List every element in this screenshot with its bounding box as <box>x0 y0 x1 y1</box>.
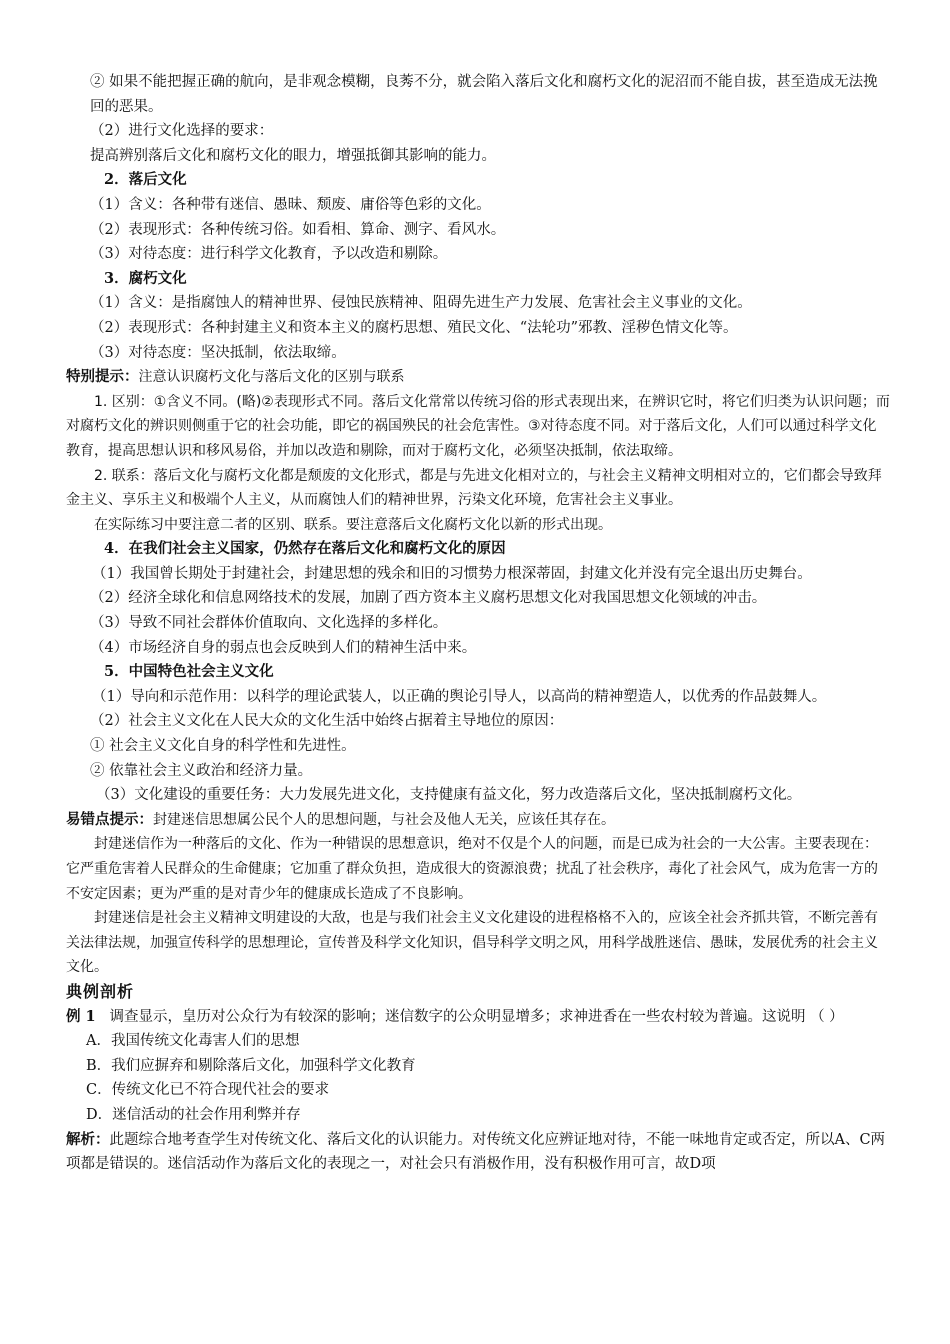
reason-3: （3）导致不同社会群体价值取向、文化选择的多样化。 <box>90 615 448 632</box>
example-text: 调查显示，皇历对公众行为有较深的影响；迷信数字的公众明显增多；求神进香在一些农村较为普遍。这说明 （ ） <box>109 1008 844 1025</box>
reason-2: （2）经济全球化和信息网络技术的发展，加剧了西方资本主义腐朽思想文化对我国思想文化领域的冲击。 <box>90 590 767 607</box>
error-tip-label: 易错点提示： <box>66 810 153 828</box>
example-question <box>66 1005 890 1030</box>
decadent-attitude: （3）对待态度：坚决抵制，依法取缔。 <box>90 344 346 361</box>
socialist-dominance-reason: （2）社会主义文化在人民大众的文化生活中始终占据着主导地位的原因： <box>90 713 564 730</box>
option-d: D．迷信活动的社会作用利弊并存 <box>86 1106 301 1123</box>
tip-practice-note: 在实际练习中要注意二者的区别、联系。要注意落后文化腐朽文化以新的形式出现。 <box>94 516 612 533</box>
decadent-forms: （2）表现形式：各种封建主义和资本主义的腐朽思想、殖民文化、“法轮功”邪教、淫秽色情文化等。 <box>90 319 738 336</box>
tip-difference: 1. 区别：①含义不同。(略)②表现形式不同。落后文化常常以传统习俗的形式表现出来，在辨识它时，将它们归类为认识问题；而对腐朽文化的辨识则侧重于它的社会功能，即它的祸国殃民的社会危害性。③对待态度不同。对于落后文化，人们可以通过科学文化教育，提高思想认识和移风易俗，并加以改造和剔除，而对于腐朽文化，必须坚决抵制，依法取缔。 <box>66 393 890 459</box>
analysis-label: 解析： <box>66 1130 110 1148</box>
requirement-heading: （2）进行文化选择的要求： <box>90 123 274 140</box>
special-tip-label: 特别提示： <box>66 368 139 386</box>
analysis-text: 此题综合地考查学生对传统文化、落后文化的认识能力。对传统文化应辨证地对待，不能一味地肯定或否定，所以A、C两项都是错误的。迷信活动作为落后文化的表现之一，对社会只有消极作用，没有积极作用可言，故D项 <box>66 1131 886 1173</box>
error-explanation-2: 封建迷信是社会主义精神文明建设的大敌，也是与我们社会主义文化建设的进程格格不入的，应该全社会齐抓共管，不断完善有关法律法规，加强宣传科学的思想理论，宣传普及科学文化知识，倡导科学文明之风，用科学战胜迷信、愚昧，发展优秀的社会主义文化。 <box>66 910 878 976</box>
option-b: B．我们应摒弃和剔除落后文化，加强科学文化教育 <box>86 1057 416 1074</box>
option-c: C．传统文化已不符合现代社会的要求 <box>86 1082 330 1099</box>
special-tip-text: 注意认识腐朽文化与落后文化的区别与联系 <box>138 369 405 386</box>
example-number: 例 1 <box>66 1007 96 1025</box>
heading-reasons: 4．在我们社会主义国家，仍然存在落后文化和腐朽文化的原因 <box>104 540 506 558</box>
heading-decadent-culture: 3．腐朽文化 <box>104 269 187 287</box>
decadent-meaning: （1）含义：是指腐蚀人的精神世界、侵蚀民族精神、阻碍先进生产力发展、危害社会主义事业的文化。 <box>90 295 752 312</box>
socialist-reason-1: ① 社会主义文化自身的科学性和先进性。 <box>90 738 356 755</box>
error-tip <box>66 808 890 833</box>
backward-meaning: （1）含义：各种带有迷信、愚昧、颓废、庸俗等色彩的文化。 <box>90 196 491 213</box>
socialist-tasks: （3）文化建设的重要任务：大力发展先进文化，支持健康有益文化，努力改造落后文化，坚决抵制腐朽文化。 <box>96 787 802 804</box>
error-explanation-1: 封建迷信作为一种落后的文化、作为一种错误的思想意识，绝对不仅是个人的问题，而是已成为社会的一大公害。主要表现在：它严重危害着人民群众的生命健康；它加重了群众负担，造成很大的资源浪费；扰乱了社会秩序，毒化了社会风气，成为危害一方的不安定因素；更为严重的是对青少年的健康成长造成了不良影响。 <box>66 836 878 902</box>
analysis <box>66 1128 890 1177</box>
heading-socialist-culture: 5．中国特色社会主义文化 <box>104 663 274 681</box>
requirement-text: 提高辨别落后文化和腐朽文化的眼力，增强抵御其影响的能力。 <box>90 147 496 164</box>
reason-4: （4）市场经济自身的弱点也会反映到人们的精神生活中来。 <box>90 639 477 656</box>
heading-backward-culture: 2．落后文化 <box>104 171 187 189</box>
special-tip <box>66 365 890 390</box>
tip-connection: 2. 联系：落后文化与腐朽文化都是颓废的文化形式，都是与先进文化相对立的，与社会主义精神文明相对立的，它们都会导致拜金主义、享乐主义和极端个人主义，从而腐蚀人们的精神世界，污染文化环境，危害社会主义事业。 <box>66 467 882 509</box>
backward-attitude: （3）对待态度：进行科学文化教育，予以改造和剔除。 <box>90 246 448 263</box>
paragraph-point-2: ② 如果不能把握正确的航向，是非观念模糊，良莠不分，就会陷入落后文化和腐朽文化的泥沼而不能自拔，甚至造成无法挽回的恶果。 <box>90 74 878 115</box>
error-tip-text: 封建迷信思想属公民个人的思想问题，与社会及他人无关，应该任其存在。 <box>153 811 615 828</box>
reason-1: （1）我国曾长期处于封建社会，封建思想的残余和旧的习惯势力根深蒂固，封建文化并没有完全退出历史舞台。 <box>92 565 812 582</box>
section-title: 典例剖析 <box>66 981 135 1001</box>
option-a: A．我国传统文化毒害人们的思想 <box>86 1033 300 1050</box>
backward-forms: （2）表现形式：各种传统习俗。如看相、算命、测字、看风水。 <box>90 221 506 238</box>
socialist-guidance: （1）导向和示范作用：以科学的理论武装人，以正确的舆论引导人，以高尚的精神塑造人，以优秀的作品鼓舞人。 <box>92 688 827 705</box>
socialist-reason-2: ② 依靠社会主义政治和经济力量。 <box>90 762 313 779</box>
